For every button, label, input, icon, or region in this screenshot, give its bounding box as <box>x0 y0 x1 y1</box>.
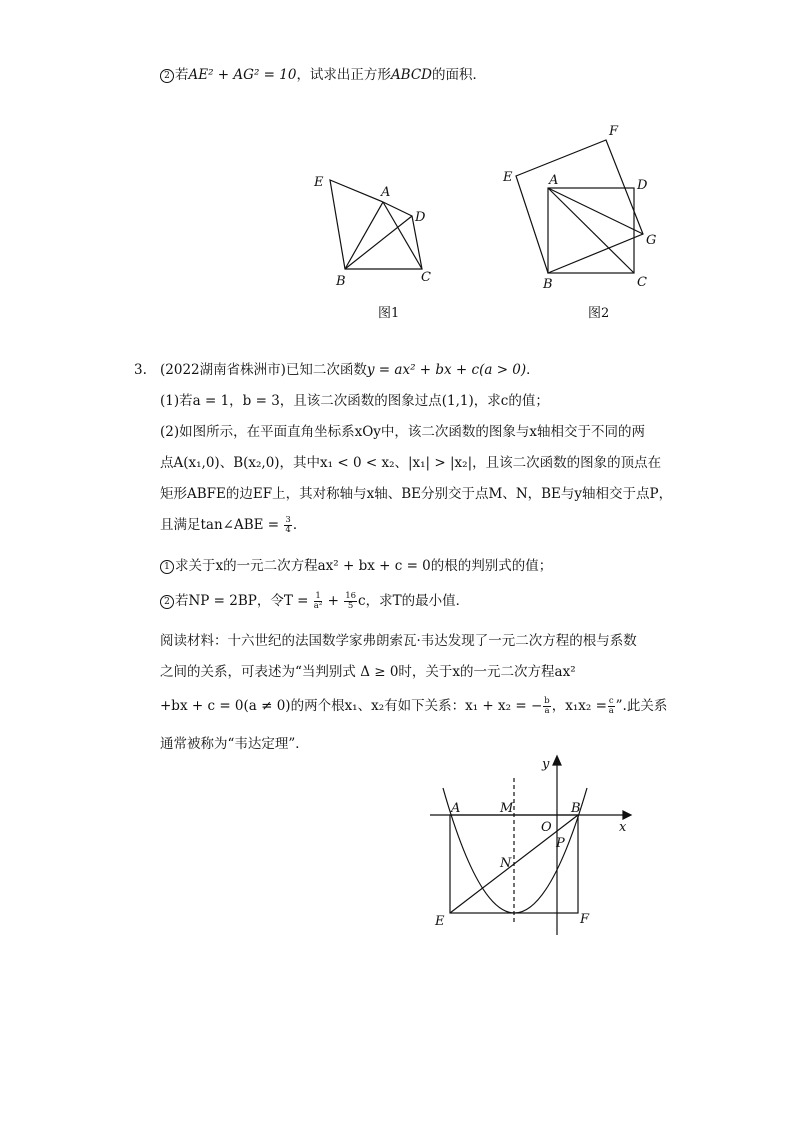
fig1-label-c: C <box>421 270 431 285</box>
fig1-line-bd <box>345 216 412 269</box>
fig3-label-o: O <box>541 820 552 835</box>
fig2-label-b: B <box>543 277 553 292</box>
y-axis-arrow <box>553 756 561 765</box>
problem-3-part2-line1: (2)如图所示，在平面直角坐标系xOy中，该二次函数的图象与x轴相交于不同的两 <box>160 424 646 440</box>
sub-question-1 <box>160 557 552 575</box>
figure-3 <box>425 750 640 940</box>
t-frac1-den: a² <box>313 601 323 611</box>
problem-3-part2-line2: 点A(x₁,0)、B(x₂,0)，其中x₁ < 0 < x₂、|x₁| > |x₂|，且该二次函数的图象的顶点在 <box>160 455 662 471</box>
fig2-label-f: F <box>609 124 619 139</box>
fig2-label-e: E <box>503 170 513 185</box>
tan-fraction <box>284 516 291 535</box>
problem-3-part2-line4: 且满足tan∠ABE = $\frac{3}{4}$ ． <box>160 515 307 535</box>
reading-line-3 <box>160 697 667 716</box>
fig2-diagonal-ac <box>548 188 634 273</box>
fig1-label-d: D <box>415 210 426 225</box>
q2-line <box>160 66 486 84</box>
fig1-outline <box>330 180 422 269</box>
fig3-label-m: M <box>500 801 514 816</box>
t-frac2-num: 16 <box>345 591 357 601</box>
figure-2-caption: 图2 <box>588 306 610 321</box>
q2-square-name: ABCD <box>390 67 433 83</box>
circled-number: 1 <box>160 560 174 574</box>
t-fraction-1 <box>314 592 322 611</box>
fig2-label-g: G <box>646 233 657 248</box>
figure-2 <box>495 118 670 293</box>
problem-3-number: 3. <box>134 362 147 378</box>
frac-c-num: c <box>608 696 614 706</box>
problem-3-part1: (1)若a = 1，b = 3，且该二次函数的图象过点(1,1)，求c的值； <box>160 393 549 409</box>
figure-1-caption: 图1 <box>378 306 400 321</box>
reading-line-4: 通常被称为“韦达定理”． <box>160 736 309 752</box>
t-frac2-den: 5 <box>347 601 354 611</box>
sub-question-2 <box>160 592 469 611</box>
reading-line-1: 阅读材料：十六世纪的法国数学家弗朗索瓦·韦达发现了一元二次方程的根与系数 <box>160 633 637 649</box>
reading-line-3-c: ”.此关系 <box>615 698 668 714</box>
fig2-label-c: C <box>637 275 647 290</box>
t-plus: + <box>327 593 339 609</box>
circled-number: 2 <box>160 69 174 83</box>
problem-3-stem: (2022湖南省株洲市)已知二次函数y = ax² + bx + c(a > 0)． <box>160 362 540 378</box>
t-frac1-num: 1 <box>315 591 321 601</box>
fig2-label-d: D <box>637 178 648 193</box>
q2-prefix: 若 <box>175 67 189 83</box>
fig1-label-e: E <box>314 175 324 190</box>
fig3-label-n: N <box>500 856 512 871</box>
circled-number: 2 <box>160 595 174 609</box>
q2-text: ，试求出正方形 <box>296 67 391 83</box>
vieta-product-fraction <box>608 697 615 716</box>
sub-question-2-prefix: 若NP = 2BP，令T = <box>175 593 309 609</box>
fig3-label-f: F <box>580 912 590 927</box>
problem-3-function: y = ax² + bx + c(a > 0) <box>366 362 527 378</box>
sub-question-2-suffix: c，求T的最小值． <box>358 593 470 609</box>
problem-3-source: (2022湖南省株洲市) <box>160 362 286 378</box>
q2-expression: AE² + AG² = 10 <box>188 67 297 83</box>
vieta-sum-fraction <box>543 697 550 716</box>
fig2-outer-square <box>516 140 643 273</box>
frac-c-den: a <box>608 706 614 716</box>
q2-tail: 的面积． <box>432 67 487 83</box>
parabola <box>443 788 587 913</box>
reading-line-3-b: ，x₁x₂ = <box>551 698 607 714</box>
fig3-label-b: B <box>571 801 581 816</box>
tan-condition: 且满足tan∠ABE = <box>160 517 280 533</box>
figure-1 <box>305 165 440 290</box>
tan-numerator: 3 <box>285 515 291 525</box>
reading-line-2: 之间的关系，可表述为“当判别式 Δ ≥ 0时，关于x的一元二次方程ax² <box>160 664 576 680</box>
fig2-line-ag <box>548 188 643 234</box>
problem-3-part2-line3: 矩形ABFE的边EF上，其对称轴与x轴、BE分别交于点M、N，BE与y轴相交于点P， <box>160 486 673 502</box>
fig2-label-a: A <box>549 173 559 188</box>
fig1-label-a: A <box>381 185 391 200</box>
problem-3-intro: 已知二次函数 <box>285 362 367 378</box>
fig1-line-ab <box>345 202 383 269</box>
fig1-label-b: B <box>336 274 346 289</box>
frac-b-num: b <box>544 696 550 706</box>
sub-question-1-text: 求关于x的一元二次方程ax² + bx + c = 0的根的判别式的值； <box>175 558 553 574</box>
fig3-label-y: y <box>542 757 550 772</box>
frac-b-den: a <box>544 706 550 716</box>
fig3-label-p: P <box>556 836 565 851</box>
x-axis-arrow <box>623 811 631 819</box>
fig3-label-e: E <box>435 914 445 929</box>
tan-denominator: 4 <box>285 525 291 535</box>
fig3-label-x: x <box>619 820 627 835</box>
t-fraction-2 <box>344 592 357 611</box>
reading-line-3-a: +bx + c = 0(a ≠ 0)的两个根x₁、x₂有如下关系：x₁ + x₂ = − <box>160 698 543 714</box>
fig3-label-a: A <box>451 801 461 816</box>
